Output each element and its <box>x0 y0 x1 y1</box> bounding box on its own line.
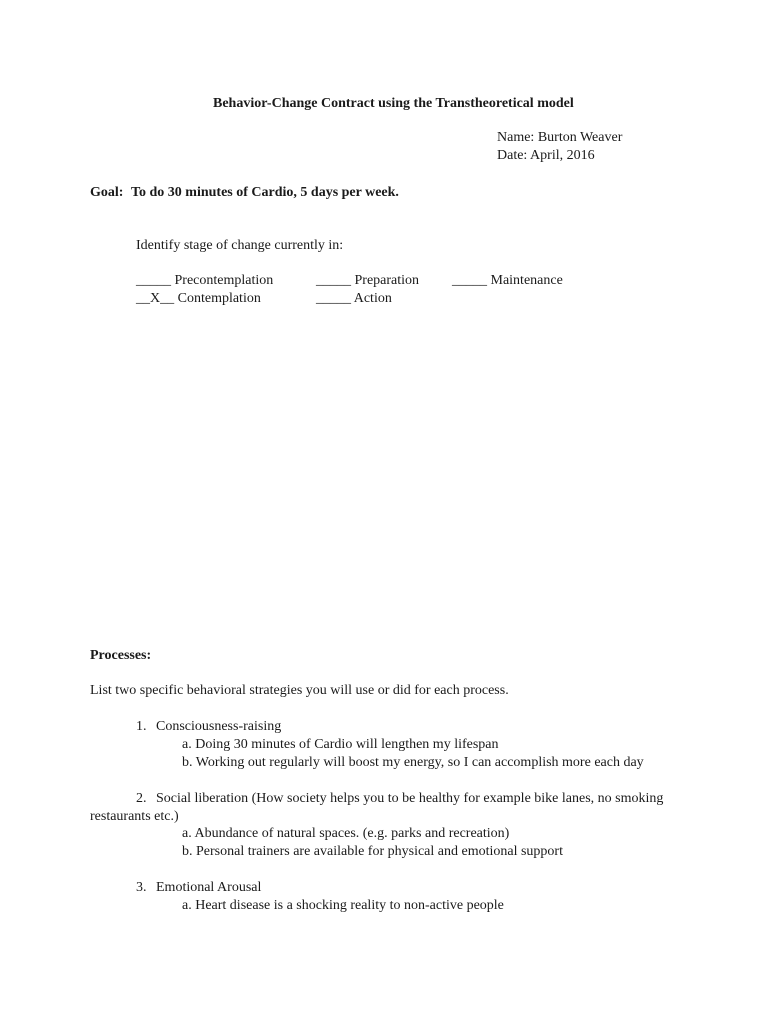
process-subitem <box>182 897 504 915</box>
stage-option-action <box>316 290 392 308</box>
process-subitem <box>182 736 499 754</box>
document-title: Behavior-Change Contract using the Transtheoretical model <box>213 96 574 111</box>
process-number: 2. <box>136 791 147 806</box>
stage-prompt: Identify stage of change currently in: <box>136 238 344 253</box>
process-item-title <box>136 879 261 897</box>
stage-option-preparation <box>316 272 419 290</box>
subitem-letter: a. <box>182 898 192 913</box>
goal-label: Goal: <box>90 185 124 200</box>
subitem-letter: a. <box>182 737 192 752</box>
date-line: Date: April, 2016 <box>497 148 595 163</box>
subitem-text: Working out regularly will boost my energy, so I can accomplish more each day <box>195 755 644 770</box>
process-title: Emotional Arousal <box>156 880 262 895</box>
processes-instruction: List two specific behavioral strategies you will use or did for each process. <box>90 683 509 698</box>
goal-text: To do 30 minutes of Cardio, 5 days per week. <box>130 185 399 200</box>
stage-mark: _____ <box>136 273 171 288</box>
process-subitem <box>182 754 644 772</box>
process-number: 3. <box>136 880 147 895</box>
subitem-letter: b. <box>182 844 193 859</box>
stage-label: Preparation <box>354 273 420 288</box>
stage-label: Precontemplation <box>174 273 274 288</box>
subitem-text: Heart disease is a shocking reality to non-active people <box>195 898 504 913</box>
stage-option-maintenance <box>452 272 563 290</box>
subitem-text: Doing 30 minutes of Cardio will lengthen my lifespan <box>195 737 499 752</box>
subitem-text: Abundance of natural spaces. (e.g. parks and recreation) <box>194 826 510 841</box>
stage-mark: _____ <box>452 273 487 288</box>
process-item-title <box>136 790 663 808</box>
process-subitem <box>182 843 563 861</box>
goal-line <box>90 184 399 202</box>
process-title-continued: restaurants etc.) <box>90 809 179 824</box>
stage-label: Contemplation <box>177 291 261 306</box>
processes-heading: Processes: <box>90 648 152 663</box>
process-title: Consciousness-raising <box>156 719 282 734</box>
subitem-letter: b. <box>182 755 193 770</box>
stage-mark: _____ <box>316 291 351 306</box>
stage-mark: __X__ <box>136 291 175 306</box>
subitem-letter: a. <box>182 826 192 841</box>
process-number: 1. <box>136 719 147 734</box>
process-item-title <box>136 718 281 736</box>
process-title: Social liberation (How society helps you to be healthy for example bike lanes, no smoking <box>156 791 664 806</box>
stage-option-contemplation <box>136 290 261 308</box>
stage-label: Maintenance <box>490 273 563 288</box>
name-line: Name: Burton Weaver <box>497 130 623 145</box>
stage-label: Action <box>353 291 392 306</box>
stage-option-precontemplation <box>136 272 273 290</box>
stage-mark: _____ <box>316 273 351 288</box>
process-subitem <box>182 825 509 843</box>
subitem-text: Personal trainers are available for physical and emotional support <box>196 844 563 859</box>
